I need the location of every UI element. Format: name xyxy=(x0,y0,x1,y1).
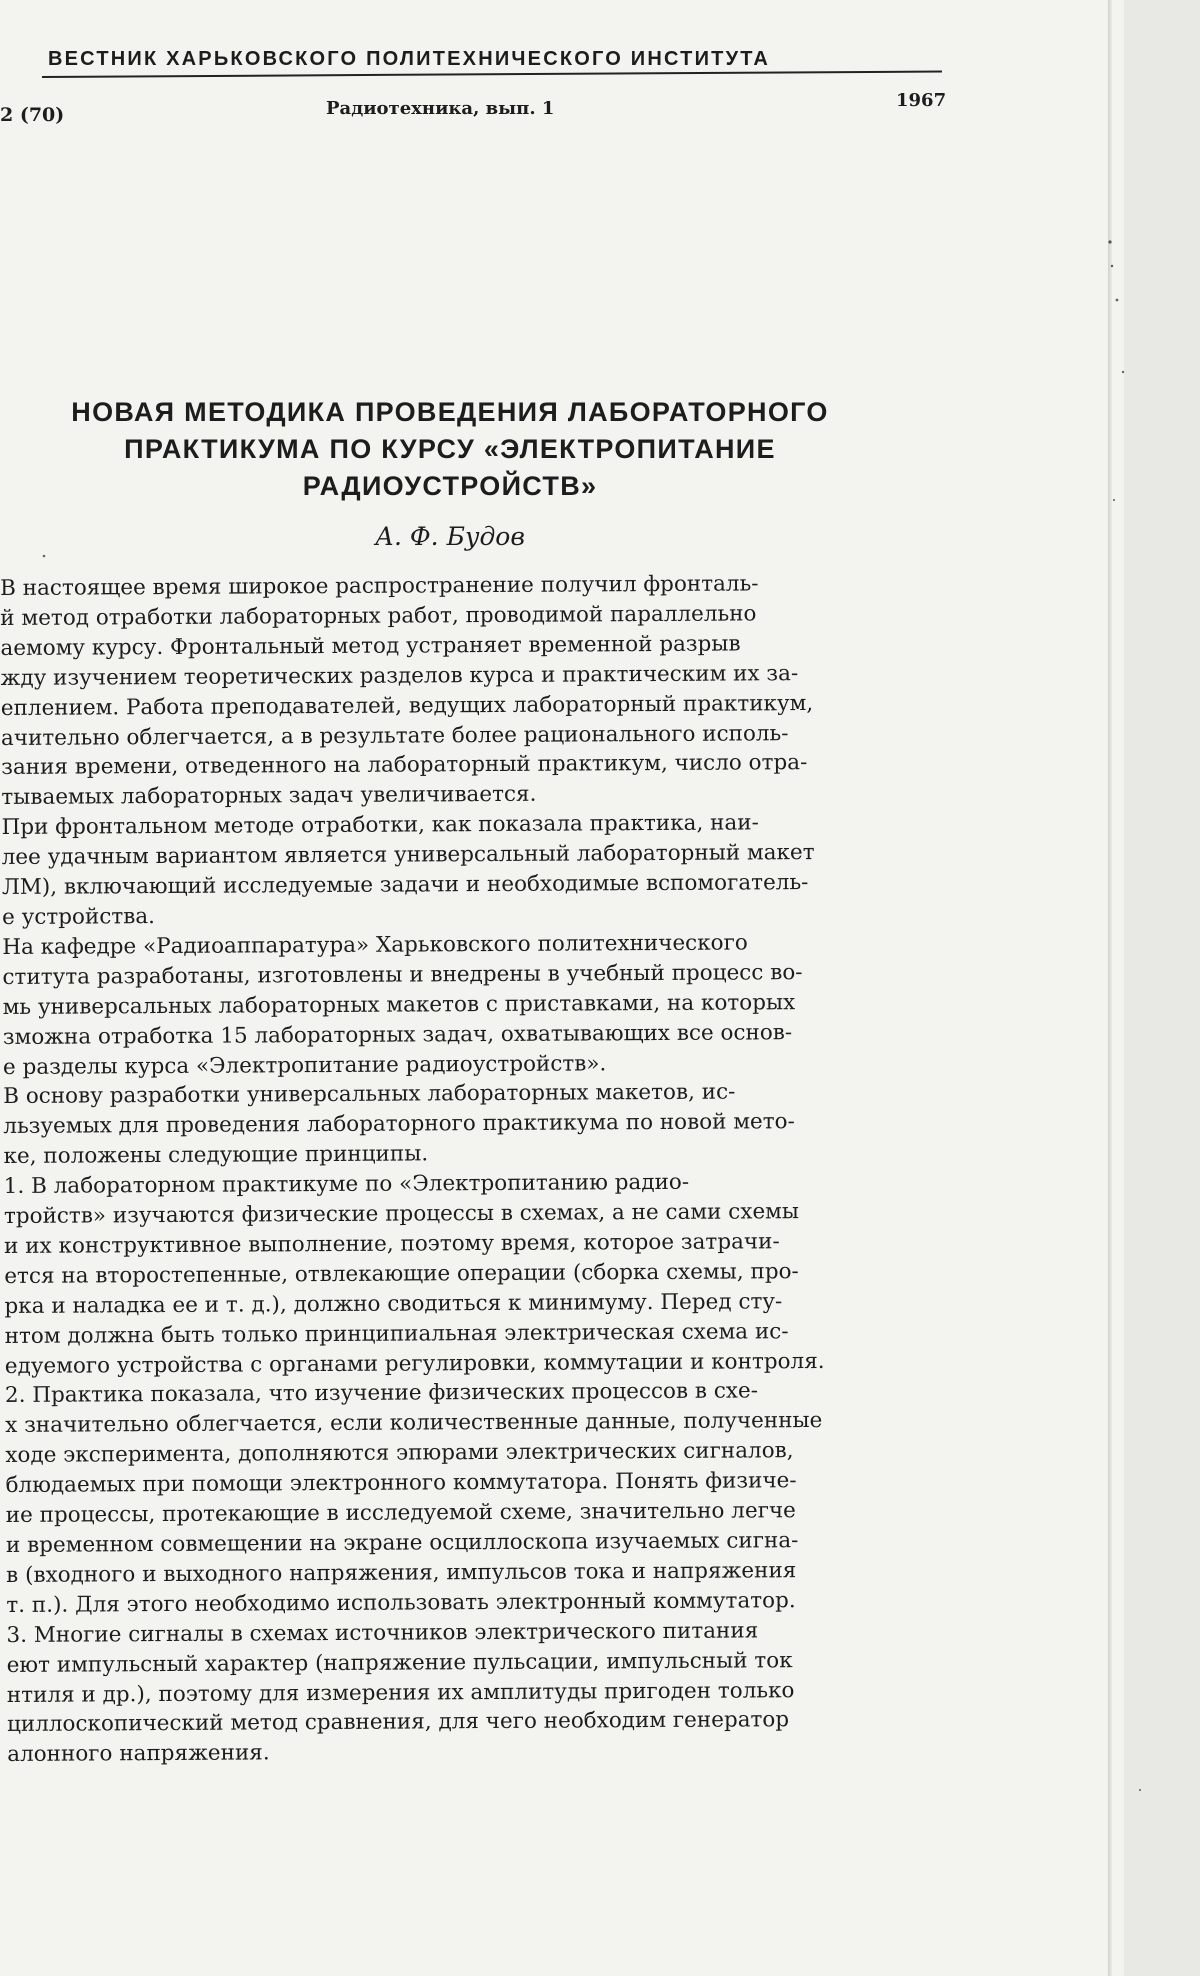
body-text-line: ЛМ), включающий исследуемые задачи и необходимые вспомогатель- xyxy=(1,870,809,901)
body-text-line: аемому курсу. Фронтальный метод устраняет временной разрыв xyxy=(0,631,741,661)
body-text-line: и временном совмещении на экране осциллоскопа изучаемых сигна- xyxy=(5,1528,799,1558)
body-text-line: тройств» изучаются физические процессы в схемах, а не сами схемы xyxy=(3,1199,800,1230)
body-text-line: ститута разработаны, изготовлены и внедрены в учебный процесс во- xyxy=(2,959,803,990)
body-text-line: 1. В лабораторном практикуме по «Электропитанию радио- xyxy=(3,1169,690,1200)
body-text-line: 3. Многие сигналы в схемах источников электрического питания xyxy=(6,1618,759,1648)
article-author: А. Ф. Будов xyxy=(375,522,525,551)
header-rule xyxy=(42,71,942,78)
issue-number: 2 (70) xyxy=(0,104,65,126)
body-text-line: й метод отработки лабораторных работ, проводимой параллельно xyxy=(0,601,757,631)
body-text-line: зможна отработка 15 лабораторных задач, охватывающих все основ- xyxy=(2,1019,793,1050)
body-text-line: х значительно облегчается, если количественные данные, полученные xyxy=(5,1408,823,1439)
body-text-line: и их конструктивное выполнение, поэтому время, которое затрачи- xyxy=(4,1229,780,1259)
body-text-line: В основу разработки универсальных лабораторных макетов, ис- xyxy=(3,1079,736,1110)
body-text-line: мь универсальных лабораторных макетов с приставками, на которых xyxy=(2,989,796,1020)
article-title-line: ПРАКТИКУМА ПО КУРСУ «ЭЛЕКТРОПИТАНИЕ xyxy=(124,434,776,464)
body-text-line: едуемого устройства с органами регулировки, коммутации и контроля. xyxy=(4,1348,825,1379)
article-title-line: РАДИОУСТРОЙСТВ» xyxy=(302,471,598,501)
body-text-line: ходе эксперимента, дополняются эпюрами электрических сигналов, xyxy=(5,1438,794,1469)
body-text-line: циллоскопический метод сравнения, для чего необходим генератор xyxy=(6,1707,790,1738)
body-text-line: рка и наладка ее и т. д.), должно сводиться к минимуму. Перед сту- xyxy=(4,1288,783,1319)
page-edge-shadow xyxy=(1108,0,1112,1976)
body-text-line: лее удачным вариантом является универсальный лабораторный макет xyxy=(1,840,815,871)
journal-title: ВЕСТНИК ХАРЬКОВСКОГО ПОЛИТЕХНИЧЕСКОГО ИНСТИТУТА xyxy=(48,48,771,70)
body-text-line: ие процессы, протекающие в исследуемой схеме, значительно легче xyxy=(5,1498,796,1529)
body-text-line: ачительно облегчается, а в результате более рационального исполь- xyxy=(0,720,789,751)
body-text-line: тываемых лабораторных задач увеличивается. xyxy=(1,782,537,811)
article-body xyxy=(0,568,987,1770)
body-text-line: В настоящее время широкое распространение получил фронталь- xyxy=(0,571,759,601)
article-title xyxy=(0,394,900,505)
body-text-line: жду изучением теоретических разделов курса и практическим их за- xyxy=(0,660,799,691)
article-title-line: НОВАЯ МЕТОДИКА ПРОВЕДЕНИЯ ЛАБОРАТОРНОГО xyxy=(71,397,829,427)
body-text-line: т. п.). Для этого необходимо использовать электронный коммутатор. xyxy=(6,1587,796,1618)
body-text-line: 2. Практика показала, что изучение физических процессов в схе- xyxy=(4,1378,759,1409)
body-text-line: ется на второстепенные, отвлекающие операции (сборка схемы, про- xyxy=(4,1258,799,1289)
body-text-line: блюдаемых при помощи электронного коммутатора. Понять физиче- xyxy=(5,1468,797,1499)
publication-year: 1967 xyxy=(896,90,947,111)
body-text-line: зания времени, отведенного на лабораторный практикум, число отра- xyxy=(1,750,808,781)
body-text-line: е разделы курса «Электропитание радиоустройств». xyxy=(2,1050,607,1080)
series-label: Радиотехника, вып. 1 xyxy=(326,98,555,119)
body-text-line: нтом должна быть только принципиальная электрическая схема ис- xyxy=(4,1318,789,1349)
body-text-line: алонного напряжения. xyxy=(7,1740,270,1768)
body-text-line: в (входного и выходного напряжения, импульсов тока и напряжения xyxy=(6,1558,797,1588)
body-text-line: еют импульсный характер (напряжение пульсации, импульсный ток xyxy=(6,1647,793,1678)
body-text-line: ке, положены следующие принципы. xyxy=(3,1141,429,1170)
body-text-line: нтиля и др.), поэтому для измерения их амплитуды пригоден только xyxy=(6,1677,795,1708)
body-text-line: При фронтальном методе отработки, как показала практика, наи- xyxy=(1,810,759,841)
body-text-line: На кафедре «Радиоаппаратура» Харьковского политехнического xyxy=(2,930,748,960)
body-text-line: еплением. Работа преподавателей, ведущих лабораторный практикум, xyxy=(0,690,814,721)
body-text-line: льзуемых для проведения лабораторного практикума по новой мето- xyxy=(3,1109,795,1140)
body-text-line: е устройства. xyxy=(2,904,156,930)
